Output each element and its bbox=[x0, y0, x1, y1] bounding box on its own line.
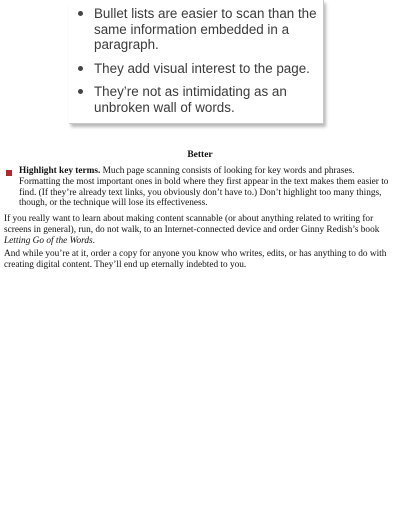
tip-paragraph bbox=[19, 166, 393, 209]
example-bullet-item bbox=[69, 6, 319, 53]
paragraph-end: . bbox=[92, 235, 95, 246]
bullet-dot-icon bbox=[78, 11, 83, 16]
bullet-dot-icon bbox=[78, 66, 83, 71]
example-bullet-item bbox=[69, 84, 319, 115]
tip-body-text: Much page scanning consists of looking for key words and phrases. Formatting the most important ones in bold where they first appear in the text makes them easier to find. (If they’re already text links, you obviously don’t have to.) Don’t highlight too many things, though, or the technique will lose its effectiveness. bbox=[19, 166, 389, 209]
example-bullet-item bbox=[69, 61, 319, 77]
body-paragraph bbox=[4, 214, 394, 246]
example-bullet-text: Bullet lists are easier to scan than the same information embedded in a paragraph. bbox=[94, 6, 317, 52]
bullet-dot-icon bbox=[78, 89, 83, 94]
book-title: Letting Go of the Words bbox=[4, 235, 93, 246]
body-paragraph bbox=[4, 249, 394, 271]
square-bullet-icon bbox=[6, 170, 12, 176]
tip-key-term: Highlight key terms. bbox=[19, 166, 101, 176]
example-bullet-text: They add visual interest to the page. bbox=[94, 60, 310, 76]
figure-caption: Better bbox=[187, 150, 213, 160]
example-screenshot-box bbox=[69, 0, 324, 124]
paragraph-text: And while you’re at it, order a copy for anyone you know who writes, edits, or has anything to do with creating digital content. They’ll end up eternally indebted to you. bbox=[4, 249, 387, 270]
example-bullet-list bbox=[69, 6, 319, 123]
paragraph-text: If you really want to learn about making content scannable (or about anything related to writing for screens in general), run, do not walk, to an Internet-connected device and order Ginny Redish’s book bbox=[4, 214, 380, 235]
example-bullet-text: They’re not as intimidating as an unbroken wall of words. bbox=[94, 84, 287, 115]
